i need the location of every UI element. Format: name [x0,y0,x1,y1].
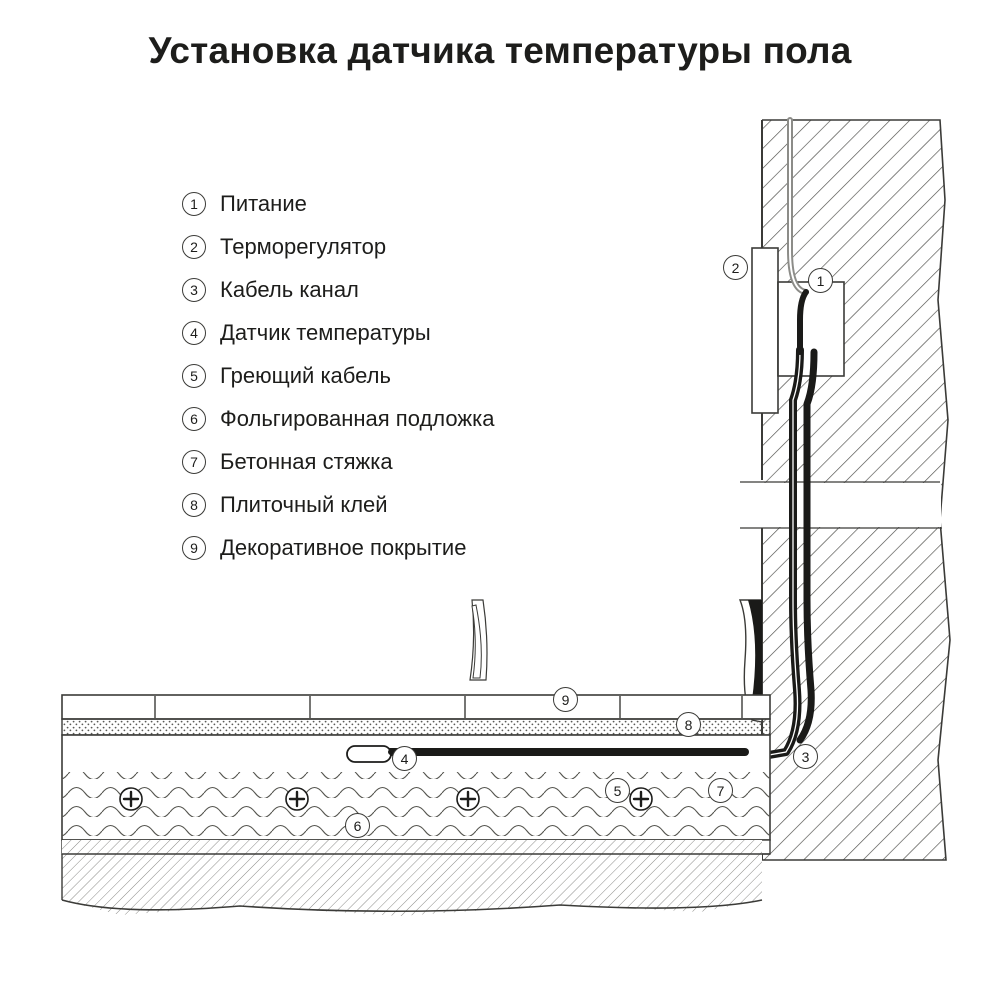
legend-label-4: Датчик температуры [220,319,431,345]
legend-badge-9: 9 [182,536,206,560]
legend-badge-1: 1 [182,192,206,216]
legend-item-5 [182,354,702,397]
callout-marker-6: 6 [345,813,370,838]
legend [182,182,702,569]
page-title: Установка датчика температуры пола [148,30,852,71]
legend-label-3: Кабель канал [220,276,359,302]
legend-label-8: Плиточный клей [220,491,388,517]
callout-marker-7: 7 [708,778,733,803]
legend-item-7 [182,440,702,483]
callout-marker-4: 4 [392,746,417,771]
callout-marker-5: 5 [605,778,630,803]
legend-badge-7: 7 [182,450,206,474]
tile-adhesive [62,719,770,735]
base-slab [55,838,780,928]
callout-marker-3: 3 [793,744,818,769]
legend-badge-8: 8 [182,493,206,517]
legend-label-1: Питание [220,190,307,216]
callout-marker-2: 2 [723,255,748,280]
legend-item-6 [182,397,702,440]
callout-marker-8: 8 [676,712,701,737]
legend-label-2: Терморегулятор [220,233,387,259]
legend-label-6: Фольгированная подложка [220,405,495,431]
legend-label-9: Декоративное покрытие [220,534,467,560]
legend-badge-6: 6 [182,407,206,431]
legend-badge-2: 2 [182,235,206,259]
legend-badge-4: 4 [182,321,206,345]
legend-label-5: Греющий кабель [220,362,391,388]
legend-item-2 [182,225,702,268]
legend-item-1 [182,182,702,225]
legend-item-9 [182,526,702,569]
legend-item-8 [182,483,702,526]
legend-item-4 [182,311,702,354]
legend-label-7: Бетонная стяжка [220,448,393,474]
wall-structure [740,110,970,880]
legend-badge-3: 3 [182,278,206,302]
legend-badge-5: 5 [182,364,206,388]
decorative-covering [62,695,770,719]
legend-item-3 [182,268,702,311]
callout-marker-9: 9 [553,687,578,712]
callout-marker-1: 1 [808,268,833,293]
